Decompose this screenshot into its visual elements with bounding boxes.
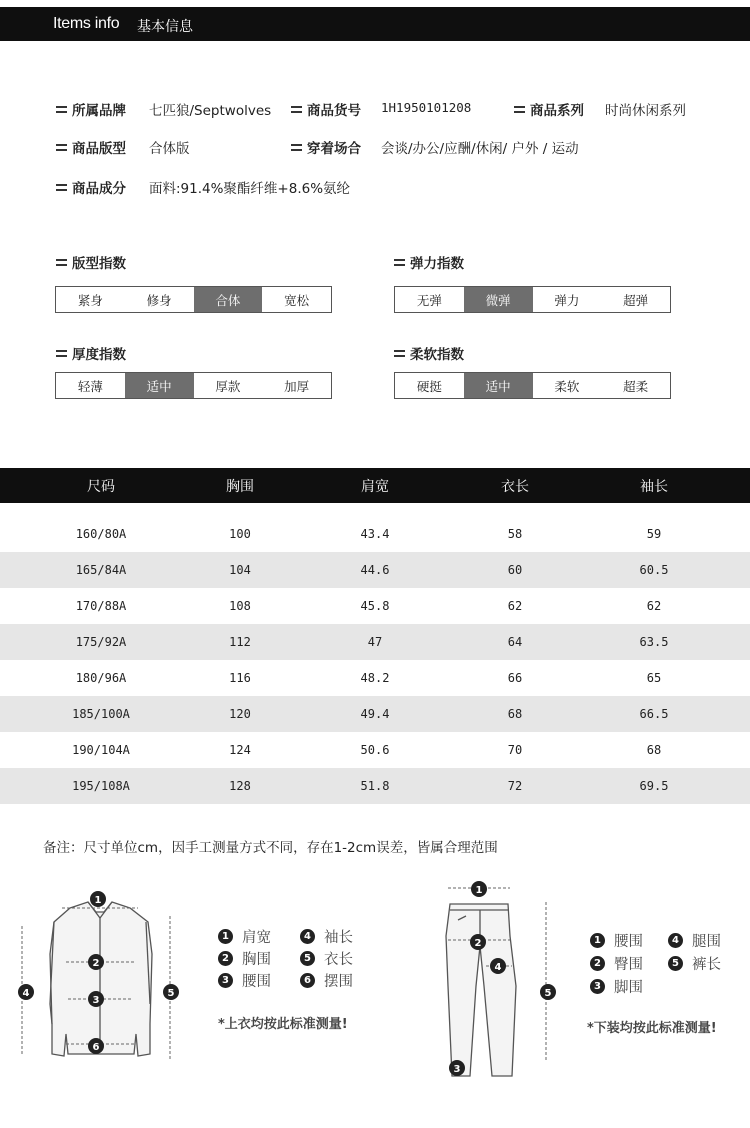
equals-icon bbox=[394, 350, 405, 357]
table-cell: 45.8 bbox=[360, 599, 390, 613]
sku-value: 1H1950101208 bbox=[381, 100, 472, 115]
table-cell: 62 bbox=[646, 599, 662, 613]
elasticity-scale-title: 弹力指数 bbox=[394, 252, 464, 272]
shirt-legend-item bbox=[218, 948, 271, 969]
equals-icon bbox=[56, 106, 67, 113]
table-cell: 108 bbox=[229, 599, 251, 613]
table-cell: 47 bbox=[367, 635, 383, 649]
softness-scale bbox=[394, 372, 671, 399]
number-badge-icon: 3 bbox=[590, 979, 605, 994]
fit-option: 修身 bbox=[146, 292, 172, 308]
table-cell: 116 bbox=[229, 671, 251, 685]
pants-tip: *下装均按此标准测量! bbox=[587, 1021, 717, 1036]
fit-scale-title: 版型指数 bbox=[56, 252, 126, 272]
table-cell: 59 bbox=[646, 527, 662, 541]
table-cell: 43.4 bbox=[360, 527, 390, 541]
table-row bbox=[0, 624, 750, 660]
table-cell: 51.8 bbox=[360, 779, 390, 793]
shirt-marker-3 bbox=[88, 991, 104, 1007]
table-cell: 195/108A bbox=[72, 779, 130, 793]
pants-legend-item bbox=[590, 930, 643, 951]
table-cell: 190/104A bbox=[72, 743, 130, 757]
table-cell: 58 bbox=[507, 527, 523, 541]
number-badge-icon: 4 bbox=[300, 929, 315, 944]
shirt-diagram bbox=[10, 884, 190, 1064]
thickness-scale-title: 厚度指数 bbox=[56, 343, 126, 363]
number-badge-icon: 6 bbox=[300, 973, 315, 988]
shirt-legend-item bbox=[300, 926, 353, 947]
table-cell: 69.5 bbox=[639, 779, 669, 793]
elasticity-option: 微弹 bbox=[464, 287, 533, 312]
equals-icon bbox=[514, 106, 525, 113]
table-cell: 62 bbox=[507, 599, 523, 613]
elasticity-option: 超弹 bbox=[623, 292, 649, 308]
table-row bbox=[0, 660, 750, 696]
svg-text:5: 5 bbox=[167, 988, 175, 999]
shirt-marker-2 bbox=[88, 954, 104, 970]
table-cell: 60 bbox=[507, 563, 523, 577]
header-title-en: Items info bbox=[53, 15, 120, 32]
svg-text:3: 3 bbox=[453, 1064, 461, 1075]
shirt-marker-4 bbox=[18, 984, 34, 1000]
occasion-label: 穿着场合 bbox=[291, 137, 361, 157]
table-cell: 50.6 bbox=[360, 743, 390, 757]
number-badge-icon: 1 bbox=[218, 929, 233, 944]
size-table-header bbox=[0, 468, 750, 503]
number-badge-icon: 1 bbox=[590, 933, 605, 948]
composition-label: 商品成分 bbox=[56, 177, 126, 197]
table-cell: 60.5 bbox=[639, 563, 669, 577]
thickness-option: 厚款 bbox=[215, 378, 241, 394]
table-row bbox=[0, 588, 750, 624]
thickness-option: 轻薄 bbox=[77, 378, 103, 394]
svg-text:4: 4 bbox=[22, 988, 30, 999]
table-row bbox=[0, 768, 750, 804]
svg-text:4: 4 bbox=[494, 962, 502, 973]
legend-label: 袖长 bbox=[324, 930, 353, 946]
number-badge-icon: 2 bbox=[218, 951, 233, 966]
legend-label: 臀围 bbox=[614, 957, 643, 973]
fit-option: 紧身 bbox=[77, 292, 103, 308]
series-label: 商品系列 bbox=[514, 99, 584, 119]
softness-option: 超柔 bbox=[623, 378, 649, 394]
pants-marker-5 bbox=[540, 984, 556, 1000]
softness-scale-title: 柔软指数 bbox=[394, 343, 464, 363]
legend-label: 胸围 bbox=[242, 952, 271, 968]
measurement-note: 备注：尺寸单位cm，因手工测量方式不同，存在1-2cm误差，皆属合理范围 bbox=[43, 840, 498, 856]
legend-label: 摆围 bbox=[324, 974, 353, 990]
table-cell: 170/88A bbox=[75, 599, 127, 613]
info-header-bar bbox=[0, 7, 750, 41]
number-badge-icon: 5 bbox=[300, 951, 315, 966]
pants-marker-4 bbox=[490, 958, 506, 974]
table-cell: 100 bbox=[229, 527, 251, 541]
thickness-option: 加厚 bbox=[284, 378, 310, 394]
pants-legend-item bbox=[668, 930, 721, 951]
thickness-scale bbox=[55, 372, 332, 399]
legend-label: 脚围 bbox=[614, 980, 643, 996]
elasticity-option: 弹力 bbox=[554, 292, 580, 308]
table-cell: 160/80A bbox=[75, 527, 127, 541]
shirt-tip: *上衣均按此标准测量! bbox=[218, 1017, 348, 1032]
svg-text:5: 5 bbox=[544, 988, 552, 999]
table-cell: 104 bbox=[229, 563, 251, 577]
occasion-value: 会谈/办公/应酬/休闲/ 户外 / 运动 bbox=[381, 141, 579, 157]
header-shoulder: 肩宽 bbox=[361, 478, 389, 495]
svg-text:2: 2 bbox=[474, 938, 482, 949]
equals-icon bbox=[291, 106, 302, 113]
shirt-marker-1 bbox=[90, 891, 106, 907]
fit-option: 宽松 bbox=[284, 292, 310, 308]
svg-text:2: 2 bbox=[92, 958, 100, 969]
brand-value: 七匹狼/Septwolves bbox=[149, 103, 272, 119]
pants-diagram bbox=[440, 876, 560, 1081]
table-cell: 70 bbox=[507, 743, 523, 757]
table-cell: 120 bbox=[229, 707, 251, 721]
table-cell: 124 bbox=[229, 743, 251, 757]
elasticity-option: 无弹 bbox=[416, 292, 442, 308]
header-length: 衣长 bbox=[501, 478, 529, 495]
number-badge-icon: 2 bbox=[590, 956, 605, 971]
composition-value: 面料:91.4%聚酯纤维+8.6%氨纶 bbox=[149, 181, 351, 197]
brand-label: 所属品牌 bbox=[56, 99, 126, 119]
pants-legend-item bbox=[590, 976, 643, 997]
fit-value: 合体版 bbox=[149, 141, 190, 157]
equals-icon bbox=[56, 144, 67, 151]
table-cell: 44.6 bbox=[360, 563, 390, 577]
svg-text:3: 3 bbox=[92, 995, 100, 1006]
table-cell: 180/96A bbox=[75, 671, 127, 685]
svg-text:1: 1 bbox=[94, 895, 102, 906]
pants-marker-1 bbox=[471, 881, 487, 897]
legend-label: 腿围 bbox=[692, 934, 721, 950]
svg-text:6: 6 bbox=[92, 1042, 100, 1053]
table-cell: 72 bbox=[507, 779, 523, 793]
elasticity-scale bbox=[394, 286, 671, 313]
fit-scale bbox=[55, 286, 332, 313]
legend-label: 肩宽 bbox=[242, 930, 271, 946]
table-cell: 63.5 bbox=[639, 635, 669, 649]
legend-label: 腰围 bbox=[614, 934, 643, 950]
legend-label: 腰围 bbox=[242, 974, 271, 990]
table-cell: 165/84A bbox=[75, 563, 127, 577]
number-badge-icon: 5 bbox=[668, 956, 683, 971]
shirt-legend-item bbox=[218, 970, 271, 991]
table-cell: 68 bbox=[646, 743, 662, 757]
table-row bbox=[0, 732, 750, 768]
table-cell: 112 bbox=[229, 635, 251, 649]
shirt-marker-5 bbox=[163, 984, 179, 1000]
header-chest: 胸围 bbox=[226, 478, 254, 495]
softness-option: 硬挺 bbox=[416, 378, 442, 394]
pants-legend-item bbox=[590, 953, 643, 974]
shirt-legend-item bbox=[218, 926, 271, 947]
header-title-cn: 基本信息 bbox=[137, 19, 193, 35]
table-cell: 128 bbox=[229, 779, 251, 793]
table-cell: 64 bbox=[507, 635, 523, 649]
shirt-legend-item bbox=[300, 970, 353, 991]
equals-icon bbox=[394, 259, 405, 266]
table-cell: 66 bbox=[507, 671, 523, 685]
shirt-legend-item bbox=[300, 948, 353, 969]
pants-legend-item bbox=[668, 953, 721, 974]
fit-label: 商品版型 bbox=[56, 137, 126, 157]
series-value: 时尚休闲系列 bbox=[605, 103, 686, 119]
sku-label: 商品货号 bbox=[291, 99, 361, 119]
equals-icon bbox=[56, 184, 67, 191]
pants-marker-2 bbox=[470, 934, 486, 950]
table-cell: 66.5 bbox=[639, 707, 669, 721]
svg-text:1: 1 bbox=[475, 885, 483, 896]
table-row bbox=[0, 552, 750, 588]
thickness-option: 适中 bbox=[125, 373, 194, 398]
equals-icon bbox=[56, 350, 67, 357]
table-cell: 65 bbox=[646, 671, 662, 685]
table-row bbox=[0, 696, 750, 732]
header-sleeve: 袖长 bbox=[640, 478, 668, 495]
header-size: 尺码 bbox=[87, 478, 115, 495]
pants-marker-3 bbox=[449, 1060, 465, 1076]
table-cell: 48.2 bbox=[360, 671, 390, 685]
table-cell: 185/100A bbox=[72, 707, 130, 721]
fit-option: 合体 bbox=[194, 287, 263, 312]
legend-label: 裤长 bbox=[692, 957, 721, 973]
table-row bbox=[0, 516, 750, 552]
softness-option: 柔软 bbox=[554, 378, 580, 394]
number-badge-icon: 3 bbox=[218, 973, 233, 988]
shirt-marker-6 bbox=[88, 1038, 104, 1054]
legend-label: 衣长 bbox=[324, 952, 353, 968]
table-cell: 68 bbox=[507, 707, 523, 721]
table-cell: 175/92A bbox=[75, 635, 127, 649]
number-badge-icon: 4 bbox=[668, 933, 683, 948]
equals-icon bbox=[291, 144, 302, 151]
table-cell: 49.4 bbox=[360, 707, 390, 721]
equals-icon bbox=[56, 259, 67, 266]
softness-option: 适中 bbox=[464, 373, 533, 398]
